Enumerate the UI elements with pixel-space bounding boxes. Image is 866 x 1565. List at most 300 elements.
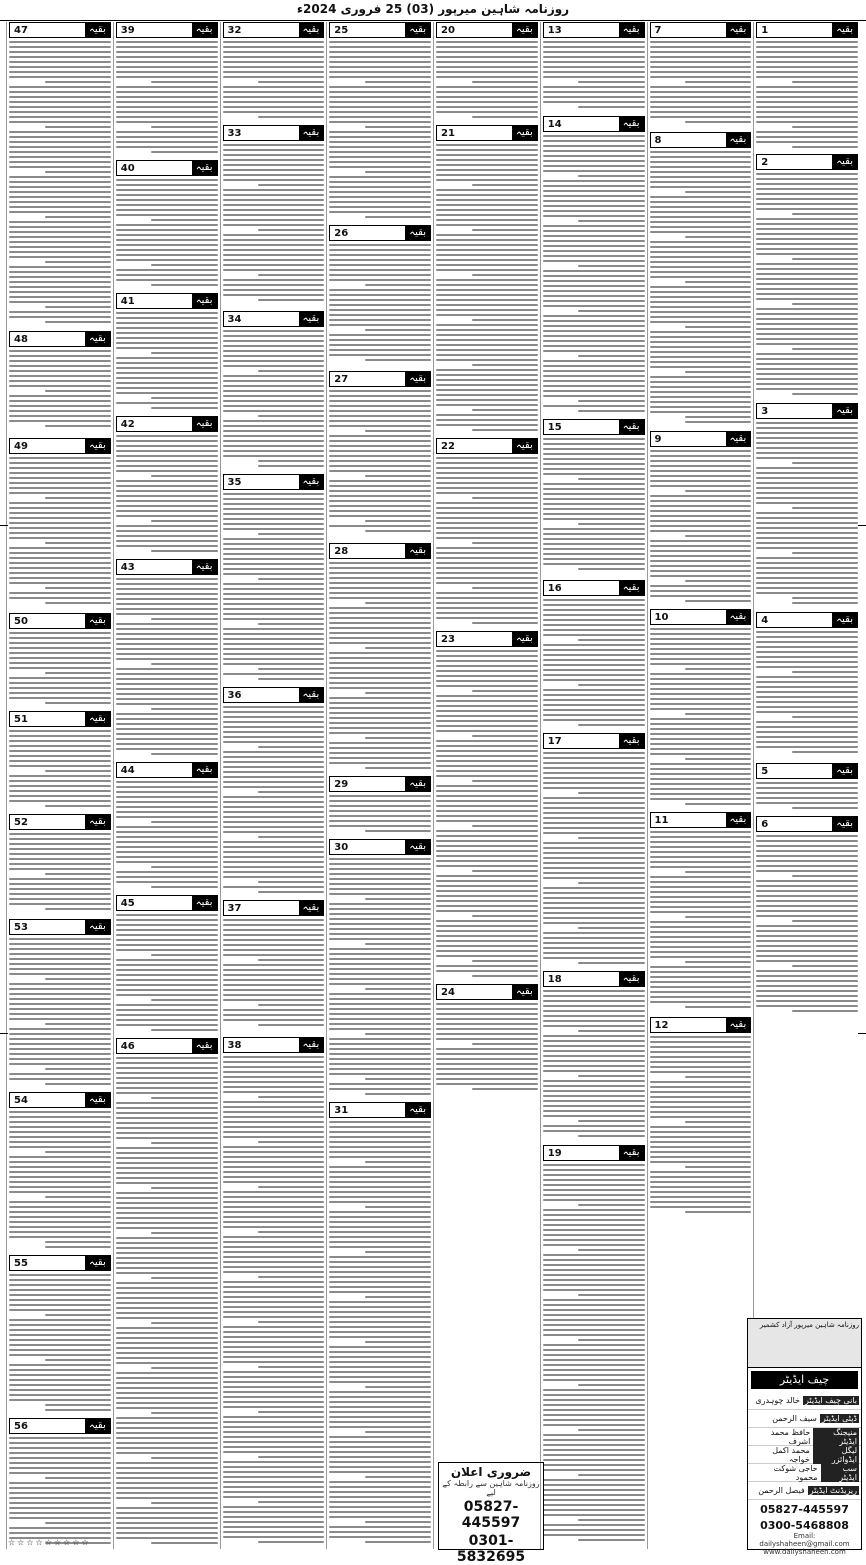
masthead-role: ریزیڈنٹ ایڈیٹر (809, 1486, 857, 1495)
article-text-lines (329, 795, 431, 832)
continuation-block (650, 1017, 752, 1217)
continuation-label: بقیہ (405, 23, 430, 37)
continuation-number: 18 (547, 973, 562, 985)
continuation-block (116, 762, 218, 892)
continuation-number: 11 (654, 814, 669, 826)
continuation-tag (9, 331, 111, 347)
continuation-block (116, 22, 218, 157)
continuation-label: بقیہ (405, 1103, 430, 1117)
article-text-lines (650, 831, 752, 1008)
continuation-tag (116, 559, 218, 575)
continuation-label: بقیہ (726, 813, 751, 827)
continuation-number: 37 (227, 902, 242, 914)
continuation-block (756, 154, 858, 400)
continuation-number: 21 (441, 127, 455, 139)
continuation-block (329, 839, 431, 1099)
article-text-lines (9, 1274, 111, 1411)
masthead-row (748, 1392, 861, 1410)
continuation-block (9, 1255, 111, 1415)
masthead-row (748, 1482, 861, 1500)
continuation-label: بقیہ (726, 1018, 751, 1032)
continuation-label: بقیہ (512, 632, 537, 646)
continuation-number: 28 (334, 545, 349, 557)
continuation-tag (543, 733, 645, 749)
continuation-tag (650, 812, 752, 828)
masthead-website: www.dailyshaheen.com (763, 1548, 846, 1556)
continuation-tag (116, 895, 218, 911)
article-text-lines (329, 244, 431, 361)
article-text-lines (650, 41, 752, 123)
article-text-lines (650, 1036, 752, 1213)
continuation-label: بقیہ (299, 1038, 324, 1052)
continuation-number: 38 (227, 1039, 242, 1051)
continuation-block (116, 293, 218, 413)
masthead-role: بانی چیف ایڈیٹر (805, 1396, 857, 1405)
continuation-block (650, 609, 752, 809)
article-text-lines (756, 782, 858, 809)
continuation-number: 14 (547, 118, 562, 130)
continuation-number: 17 (547, 735, 562, 747)
continuation-tag (116, 1038, 218, 1054)
continuation-block (223, 474, 325, 684)
continuation-block (9, 711, 111, 811)
continuation-number: 49 (14, 440, 28, 452)
continuation-block (223, 1037, 325, 1549)
continuation-tag (223, 311, 325, 327)
continuation-tag (116, 416, 218, 432)
continuation-number: 45 (120, 897, 135, 909)
continuation-number: 41 (120, 295, 135, 307)
continuation-block (223, 125, 325, 308)
continuation-block (223, 900, 325, 1034)
continuation-block (329, 1102, 431, 1549)
continuation-block (650, 812, 752, 1012)
continuation-block (329, 776, 431, 836)
continuation-tag (650, 1017, 752, 1033)
continuation-label: بقیہ (619, 734, 644, 748)
continuation-number: 43 (120, 561, 135, 573)
continuation-label: بقیہ (405, 777, 430, 791)
article-text-lines (9, 457, 111, 604)
news-column (6, 22, 113, 1549)
article-text-lines (116, 179, 218, 286)
continuation-tag (223, 474, 325, 490)
continuation-label: بقیہ (85, 1256, 110, 1270)
masthead-role: منیجنگ ایڈیٹر (813, 1428, 859, 1446)
continuation-tag (116, 22, 218, 38)
continuation-tag (9, 1255, 111, 1271)
masthead-phone-1: 05827-445597 (760, 1503, 849, 1516)
article-text-lines (223, 41, 325, 118)
continuation-tag (9, 22, 111, 38)
article-text-lines (9, 938, 111, 1085)
continuation-tag (756, 22, 858, 38)
article-text-lines (116, 312, 218, 409)
masthead-role: ڈپٹی ایڈیٹر (821, 1414, 857, 1423)
continuation-tag (223, 900, 325, 916)
continuation-label: بقیہ (405, 372, 430, 386)
continuation-block (329, 543, 431, 773)
article-text-lines (436, 144, 538, 431)
article-text-lines (116, 41, 218, 153)
continuation-tag (223, 687, 325, 703)
continuation-number: 53 (14, 921, 28, 933)
continuation-label: بقیہ (832, 404, 857, 418)
continuation-number: 51 (14, 713, 28, 725)
article-text-lines (543, 438, 645, 570)
continuation-block (756, 612, 858, 760)
chief-editor-label: چیف ایڈیٹر (751, 1371, 858, 1389)
masthead-person-name: فیصل الرحمن (758, 1486, 805, 1495)
continuation-number: 13 (547, 24, 562, 36)
article-text-lines (329, 390, 431, 532)
continuation-tag (9, 1092, 111, 1108)
news-column (540, 22, 647, 1549)
continuation-number: 3 (761, 405, 769, 417)
article-text-lines (650, 450, 752, 602)
article-text-lines (116, 781, 218, 888)
continuation-block (436, 631, 538, 981)
continuation-tag (9, 711, 111, 727)
continuation-block (116, 160, 218, 290)
article-text-lines (116, 1057, 218, 1544)
continuation-tag (436, 438, 538, 454)
continuation-number: 35 (227, 476, 242, 488)
continuation-tag (329, 22, 431, 38)
continuation-number: 50 (14, 615, 28, 627)
continuation-block (9, 919, 111, 1089)
continuation-tag (543, 22, 645, 38)
continuation-number: 52 (14, 816, 28, 828)
continuation-number: 40 (120, 162, 135, 174)
continuation-block (756, 403, 858, 609)
continuation-number: 23 (441, 633, 455, 645)
article-text-lines (116, 435, 218, 552)
footer-stars: ☆☆☆☆☆☆☆☆☆ (8, 1538, 91, 1547)
article-text-lines (223, 330, 325, 467)
continuation-label: بقیہ (85, 920, 110, 934)
continuation-number: 42 (120, 418, 135, 430)
continuation-number: 20 (441, 24, 455, 36)
continuation-number: 8 (654, 134, 662, 146)
article-text-lines (756, 422, 858, 604)
continuation-label: بقیہ (619, 1146, 644, 1160)
continuation-tag (756, 154, 858, 170)
continuation-number: 5 (761, 765, 769, 777)
continuation-label: بقیہ (512, 439, 537, 453)
continuation-block (650, 431, 752, 606)
important-notice-box (438, 1462, 544, 1565)
article-text-lines (329, 1121, 431, 1543)
article-text-lines (650, 628, 752, 805)
continuation-tag (543, 1145, 645, 1161)
continuation-label: بقیہ (192, 896, 217, 910)
article-text-lines (9, 1437, 111, 1544)
continuation-label: بقیہ (192, 161, 217, 175)
continuation-number: 56 (14, 1420, 28, 1432)
continuation-tag (9, 814, 111, 830)
continuation-block (116, 559, 218, 759)
continuation-block (650, 132, 752, 428)
fold-mark (858, 525, 866, 526)
continuation-tag (223, 22, 325, 38)
continuation-tag (543, 580, 645, 596)
continuation-tag (9, 438, 111, 454)
article-text-lines (543, 135, 645, 412)
continuation-number: 47 (14, 24, 28, 36)
continuation-tag (756, 403, 858, 419)
header-title: روزنامہ شاہین میرپور (03) 25 فروری 2024ء (296, 2, 570, 16)
masthead-row (748, 1410, 861, 1428)
continuation-block (116, 1038, 218, 1549)
continuation-number: 44 (120, 764, 135, 776)
news-column (113, 22, 220, 1549)
fold-mark (0, 525, 8, 526)
continuation-label: بقیہ (512, 985, 537, 999)
article-text-lines (116, 578, 218, 755)
continuation-block (436, 22, 538, 122)
continuation-block (543, 1145, 645, 1549)
continuation-number: 30 (334, 841, 349, 853)
continuation-label: بقیہ (619, 581, 644, 595)
article-text-lines (223, 493, 325, 680)
article-text-lines (650, 151, 752, 423)
continuation-tag (9, 1418, 111, 1434)
continuation-block (329, 22, 431, 222)
continuation-tag (650, 609, 752, 625)
continuation-block (756, 763, 858, 813)
continuation-number: 15 (547, 421, 562, 433)
continuation-block (756, 22, 858, 152)
continuation-label: بقیہ (192, 417, 217, 431)
article-text-lines (329, 41, 431, 218)
continuation-label: بقیہ (192, 1039, 217, 1053)
article-text-lines (9, 833, 111, 910)
continuation-block (9, 331, 111, 435)
masthead-role: لیگل ایڈوائزر (813, 1446, 859, 1464)
continuation-label: بقیہ (192, 560, 217, 574)
columns-area (6, 22, 860, 1549)
continuation-label: بقیہ (832, 613, 857, 627)
article-text-lines (223, 1056, 325, 1543)
continuation-tag (329, 839, 431, 855)
masthead-person-name: سیف الرحمن (772, 1414, 817, 1423)
continuation-block (436, 125, 538, 435)
continuation-label: بقیہ (299, 23, 324, 37)
masthead-person-name: حافظ محمد اشرف (770, 1427, 811, 1446)
continuation-block (116, 895, 218, 1035)
article-text-lines (756, 631, 858, 753)
continuation-number: 9 (654, 433, 662, 445)
continuation-label: بقیہ (405, 544, 430, 558)
continuation-number: 27 (334, 373, 349, 385)
continuation-number: 25 (334, 24, 349, 36)
continuation-label: بقیہ (405, 226, 430, 240)
continuation-block (329, 371, 431, 540)
continuation-label: بقیہ (85, 815, 110, 829)
continuation-block (543, 733, 645, 968)
continuation-tag (650, 22, 752, 38)
continuation-block (543, 580, 645, 730)
continuation-number: 22 (441, 440, 455, 452)
continuation-number: 32 (227, 24, 242, 36)
continuation-label: بقیہ (726, 432, 751, 446)
article-text-lines (9, 730, 111, 807)
continuation-number: 33 (227, 127, 242, 139)
masthead-person-name: محمد اکمل خواجہ (772, 1445, 810, 1464)
continuation-number: 55 (14, 1257, 28, 1269)
news-column (220, 22, 327, 1549)
continuation-tag (650, 132, 752, 148)
continuation-tag (436, 631, 538, 647)
article-text-lines (543, 990, 645, 1137)
continuation-number: 7 (654, 24, 662, 36)
continuation-tag (329, 1102, 431, 1118)
continuation-tag (436, 22, 538, 38)
news-column (433, 22, 540, 1549)
continuation-number: 46 (120, 1040, 135, 1052)
continuation-tag (9, 613, 111, 629)
masthead-email: Email: dailyshaheen@gmail.com (759, 1532, 850, 1548)
continuation-number: 2 (761, 156, 769, 168)
masthead-person-name: حاجی شوکت محمود (773, 1463, 818, 1482)
continuation-label: بقیہ (85, 332, 110, 346)
continuation-label: بقیہ (192, 763, 217, 777)
masthead-row (748, 1446, 861, 1464)
continuation-block (9, 613, 111, 708)
continuation-block (9, 1092, 111, 1252)
continuation-tag (116, 293, 218, 309)
continuation-tag (9, 919, 111, 935)
continuation-block (436, 984, 538, 1094)
continuation-block (9, 814, 111, 916)
continuation-label: بقیہ (85, 23, 110, 37)
continuation-label: بقیہ (512, 23, 537, 37)
continuation-tag (116, 160, 218, 176)
article-text-lines (756, 41, 858, 148)
continuation-tag (329, 776, 431, 792)
continuation-tag (329, 543, 431, 559)
continuation-label: بقیہ (299, 475, 324, 489)
article-text-lines (543, 599, 645, 726)
continuation-number: 4 (761, 614, 769, 626)
news-column (326, 22, 433, 1549)
continuation-label: بقیہ (299, 688, 324, 702)
masthead-row (748, 1464, 861, 1482)
fold-mark (858, 1033, 866, 1034)
continuation-tag (223, 1037, 325, 1053)
continuation-label: بقیہ (299, 901, 324, 915)
continuation-tag (223, 125, 325, 141)
continuation-label: بقیہ (832, 23, 857, 37)
continuation-block (543, 22, 645, 114)
continuation-number: 10 (654, 611, 669, 623)
continuation-number: 54 (14, 1094, 28, 1106)
continuation-block (223, 687, 325, 897)
article-text-lines (543, 752, 645, 964)
continuation-label: بقیہ (832, 764, 857, 778)
continuation-number: 1 (761, 24, 769, 36)
continuation-number: 36 (227, 689, 242, 701)
continuation-block (436, 438, 538, 628)
article-text-lines (543, 41, 645, 108)
continuation-label: بقیہ (726, 610, 751, 624)
article-text-lines (9, 632, 111, 704)
continuation-label: بقیہ (299, 126, 324, 140)
article-text-lines (756, 835, 858, 1012)
continuation-tag (329, 371, 431, 387)
article-text-lines (436, 41, 538, 118)
continuation-label: بقیہ (619, 23, 644, 37)
continuation-number: 19 (547, 1147, 562, 1159)
continuation-label: بقیہ (726, 133, 751, 147)
notice-phone-2: 0301-5832695 (456, 1533, 526, 1565)
continuation-tag (436, 125, 538, 141)
continuation-block (223, 311, 325, 471)
article-text-lines (436, 457, 538, 624)
article-text-lines (223, 144, 325, 301)
continuation-tag (436, 984, 538, 1000)
continuation-block (543, 419, 645, 577)
article-text-lines (223, 919, 325, 1026)
continuation-block (543, 116, 645, 416)
continuation-block (9, 22, 111, 328)
continuation-tag (543, 116, 645, 132)
continuation-tag (650, 431, 752, 447)
notice-title: ضروری اعلان (450, 1465, 532, 1479)
continuation-label: بقیہ (85, 439, 110, 453)
article-text-lines (223, 706, 325, 893)
continuation-block (543, 971, 645, 1142)
masthead-phone-2: 0300-5468808 (760, 1519, 849, 1532)
article-text-lines (329, 858, 431, 1095)
continuation-label: بقیہ (299, 312, 324, 326)
continuation-block (756, 816, 858, 1016)
continuation-label: بقیہ (85, 712, 110, 726)
continuation-block (116, 416, 218, 556)
continuation-tag (756, 612, 858, 628)
continuation-block (9, 1418, 111, 1549)
continuation-label: بقیہ (192, 23, 217, 37)
masthead-person-name: خالد چوہدری (755, 1396, 800, 1405)
continuation-number: 48 (14, 333, 28, 345)
continuation-label: بقیہ (619, 972, 644, 986)
continuation-number: 34 (227, 313, 242, 325)
continuation-number: 29 (334, 778, 349, 790)
continuation-tag (756, 763, 858, 779)
continuation-label: بقیہ (85, 1093, 110, 1107)
continuation-tag (329, 225, 431, 241)
continuation-block (650, 22, 752, 130)
continuation-label: بقیہ (405, 840, 430, 854)
article-text-lines (9, 350, 111, 427)
article-text-lines (329, 562, 431, 769)
continuation-number: 24 (441, 986, 455, 998)
continuation-block (9, 438, 111, 610)
continuation-number: 26 (334, 227, 349, 239)
article-text-lines (116, 914, 218, 1031)
continuation-tag (543, 419, 645, 435)
continuation-label: بقیہ (85, 1419, 110, 1433)
continuation-number: 12 (654, 1019, 669, 1031)
continuation-tag (116, 762, 218, 778)
continuation-number: 16 (547, 582, 562, 594)
continuation-label: بقیہ (832, 817, 857, 831)
article-text-lines (436, 1003, 538, 1090)
continuation-label: بقیہ (619, 420, 644, 434)
continuation-label: بقیہ (192, 294, 217, 308)
article-text-lines (9, 1111, 111, 1248)
